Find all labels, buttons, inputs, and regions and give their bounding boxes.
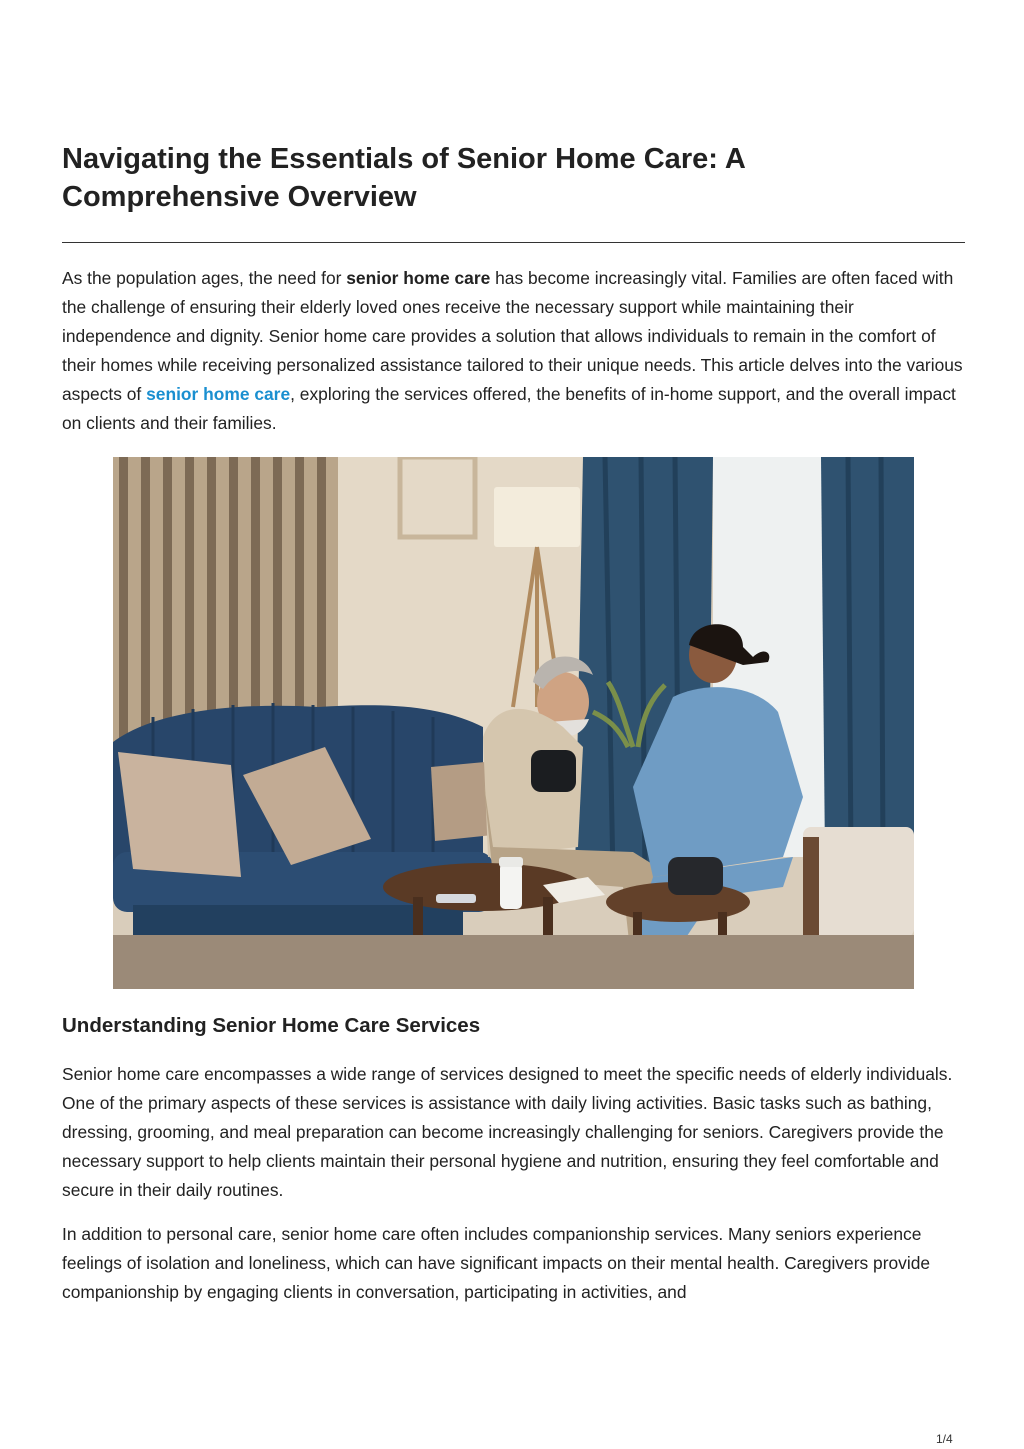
article-title: Navigating the Essentials of Senior Home Care: A Comprehensive Overview	[62, 143, 745, 213]
caregiver-photo	[113, 457, 914, 989]
title-divider	[62, 242, 965, 243]
intro-text-1: As the population ages, the need for	[62, 268, 347, 288]
section-paragraph-2: In addition to personal care, senior home care often includes companionship services. Many seniors experience feelings of isolation and loneliness, which can have significant impacts on their mental health. Caregivers provide companionship by engaging clients in conversation, participating in activities, and	[62, 1224, 931, 1302]
section-heading: Understanding Senior Home Care Services	[62, 1014, 481, 1037]
section-paragraph-1: Senior home care encompasses a wide range of services designed to meet the specific needs of elderly individuals. One of the primary aspects of these services is assistance with daily living activities. Basic tasks such as bathing, dressing, grooming, and meal preparation can become increasingly challenging for seniors. Caregivers provide the necessary support to help clients maintain their personal hygiene and nutrition, ensuring they feel comfortable and secure in their daily routines.	[62, 1064, 953, 1200]
intro-bold-keyword: senior home care	[346, 268, 491, 288]
senior-home-care-link[interactable]: senior home care	[146, 384, 291, 404]
intro-paragraph	[62, 264, 965, 438]
intro-text-3: , exploring the services offered, the benefits of in-home support, and the overall impact on clients and their families.	[62, 384, 956, 433]
document-page	[62, 140, 965, 1307]
page-number: 1/4	[936, 1432, 953, 1446]
intro-text-2: has become increasingly vital. Families are often faced with the challenge of ensuring their elderly loved ones receive the necessary support while maintaining their independence and dignity. Senior home care provides a solution that allows individuals to remain in the comfort of their homes while receiving personalized assistance tailored to their unique needs. This article delves into the various aspects of	[62, 268, 963, 404]
